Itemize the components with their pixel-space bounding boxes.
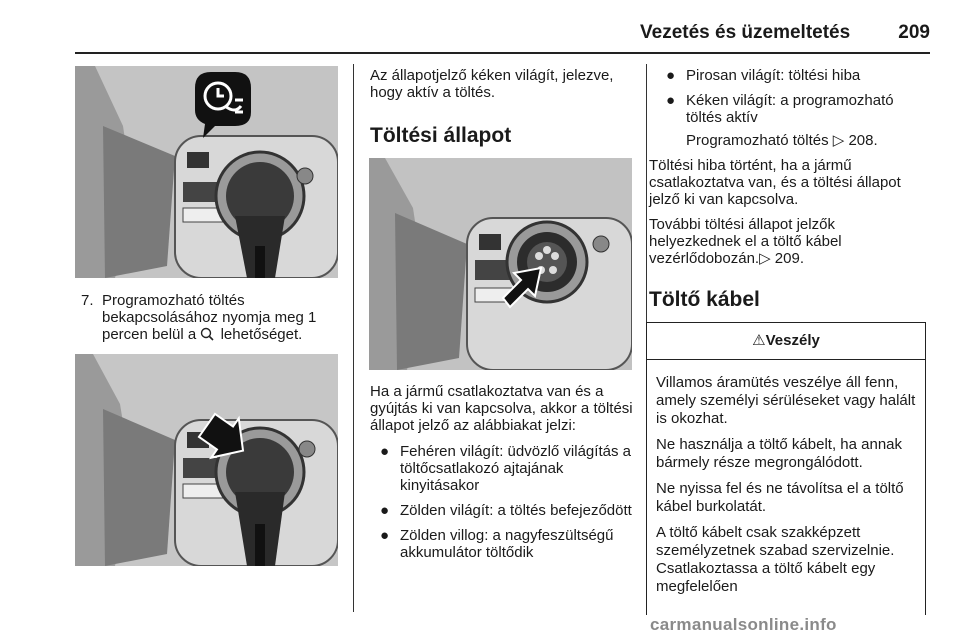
- warning-box: [646, 322, 926, 615]
- item-7-line-2: bekapcsolásához nyomja meg 1: [102, 309, 317, 326]
- reference-arrow-icon: ▷: [832, 132, 845, 149]
- cross-reference-programmable: Programozható töltés ▷ 208.: [686, 132, 878, 149]
- figure-charging-port-timer: [75, 66, 338, 278]
- status-list-continued: [656, 67, 928, 149]
- warning-triangle-icon: ⚠: [752, 332, 766, 349]
- item-7: [81, 292, 346, 343]
- figure-charging-plug-arrow: [75, 354, 338, 566]
- warning-body: Villamos áramütés veszélye áll fenn, amely személyi sérüléseket vagy halált is okozhat. Ne használja a töltő kábelt, ha annak bármely része megrongálódott. Ne nyissa fel és ne távolítsa el a töltő kábel burkolatát. A töltő kábelt csak szakképzett személyzetnek szabad szervizelnie. Csatlakoztassa a töltő kábelt egy megfelelően: [656, 374, 916, 595]
- column-divider-2: [646, 64, 647, 322]
- additional-indicators-paragraph: További töltési állapot jelzők helyezkednek el a töltő kábel vezérlődobozán.▷ 209.: [649, 216, 842, 267]
- header-title: Vezetés és üzemeltetés: [640, 22, 851, 43]
- charging-status-paragraph: Ha a jármű csatlakoztatva van és a gyújtás ki van kapcsolva, akkor a töltési állapot jelző az alábbiakat jelzi:: [370, 383, 633, 434]
- page-header: [640, 22, 930, 48]
- watermark: carmanualsonline.info: [650, 615, 837, 634]
- magnifier-icon: [200, 327, 216, 341]
- charging-status-list: [370, 443, 638, 569]
- charging-fault-paragraph: Töltési hiba történt, ha a jármű csatlakoztatva van, és a töltési állapot jelző ki van kapcsolva.: [649, 157, 901, 208]
- intro-paragraph: Az állapotjelző kéken világít, jelezve, hogy aktív a töltés.: [370, 67, 614, 101]
- figure-charging-socket: [369, 158, 632, 370]
- item-7-line-1: Programozható töltés: [102, 292, 245, 309]
- reference-arrow-icon: ▷: [759, 250, 771, 267]
- heading-charging-cable: Töltő kábel: [649, 288, 760, 311]
- page-number: 209: [898, 22, 930, 43]
- list-item: ● Zölden világít: a töltés befejeződött: [380, 502, 632, 519]
- list-item: ● Zölden villog: a nagyfeszültségű akkumulátor töltődik: [380, 527, 614, 561]
- list-item: ● Fehéren világít: üdvözlő világítás a töltőcsatlakozó ajtajának kinyitásakor: [380, 443, 631, 494]
- column-divider-1: [353, 64, 354, 612]
- list-item: ● Pirosan világít: töltési hiba: [666, 67, 861, 84]
- header-rule: [75, 52, 930, 54]
- warning-header: ⚠Veszély: [647, 323, 925, 360]
- heading-charging-status: Töltési állapot: [370, 124, 512, 147]
- item-7-number: 7.: [81, 292, 94, 309]
- item-7-line-3: percen belül a lehetőséget.: [102, 326, 303, 343]
- list-item: ● Kéken világít: a programozható töltés aktív: [666, 92, 894, 126]
